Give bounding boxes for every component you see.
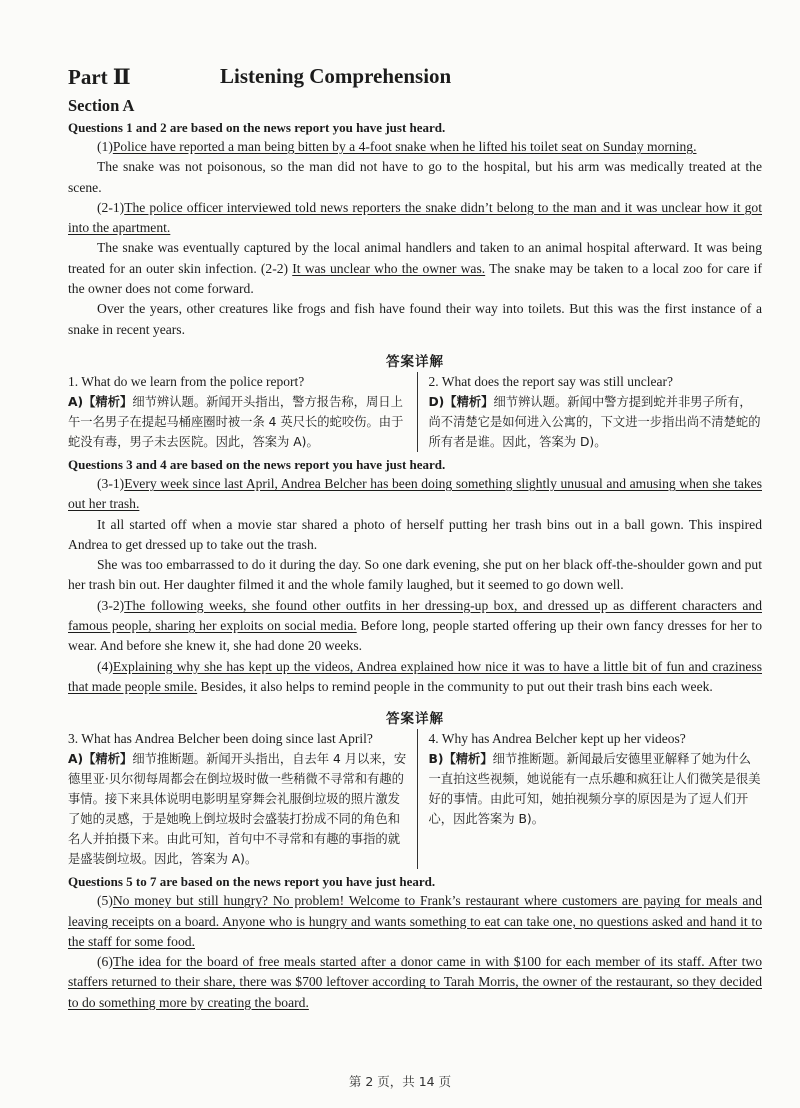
part-label: Part Ⅱ [68, 65, 131, 89]
answer-text: 细节辨认题。新闻中警方提到蛇并非男子所有，尚不清楚它是如何进入公寓的，下文进一步指出尚不清楚蛇的所有者是谁。因此，答案为 D)。 [428, 394, 761, 449]
question-1: 1. What do we learn from the police report? [68, 373, 305, 389]
answer-tag: A)【精析】 [68, 394, 133, 409]
paragraph [68, 474, 762, 515]
text-run: Besides, it also helps to remind people in the community to put out their trash bins each week. [197, 678, 713, 694]
answer-column-right [417, 729, 762, 869]
answer-section-title: 答案详解 [386, 353, 444, 370]
marker: (3-1) [97, 475, 125, 491]
underlined-key-sentence: The following weeks, she found other outfits in her dressing-up box, and dressed up as different characters and famous people, sharing her exploits on social media. [68, 597, 762, 634]
answer-4 [428, 749, 762, 829]
underlined-key-sentence: Police have reported a man being bitten by a 4-foot snake when he lifted his toilet seat on Sunday morning. [112, 139, 697, 154]
paragraph [68, 891, 762, 952]
questions-5-7-heading: Questions 5 to 7 are based on the news report you have just heard. [68, 874, 436, 890]
underlined-key-sentence: It was unclear who the owner was. [292, 260, 486, 276]
text-run: The snake may be taken to a local zoo for care if the owner does not come forward. [68, 260, 762, 297]
paragraph [68, 238, 762, 299]
paragraph [68, 657, 762, 698]
answer-columns [68, 372, 762, 452]
underlined-key-sentence: The police officer interviewed told news reporters the snake didn’t belong to the man and it was unclear how it got into the apartment. [68, 199, 762, 236]
question-2: 2. What does the report say was still unclear? [428, 373, 674, 389]
answer-3 [68, 749, 411, 869]
answer-tag: B)【精析】 [428, 752, 493, 767]
paragraph: It all started off when a movie star shared a photo of herself putting her trash bins out in a ball gown. This inspired Andrea to get dressed up to take out the trash. [68, 516, 762, 552]
text-run: The snake was eventually captured by the local animal handlers and taken to an animal hospital afterward. It was being treated for an outer skin infection. (2-2) [68, 240, 762, 276]
answer-tag: D)【精析】 [428, 394, 494, 409]
text-run: Before long, people started offering up their own fancy dresses for her to wear. And before she knew it, she had done 20 weeks. [68, 618, 762, 654]
part-header [68, 62, 762, 96]
paragraph [68, 137, 762, 157]
answer-column-left [68, 372, 417, 452]
part-title: Listening Comprehension [220, 64, 452, 88]
marker: (5) [97, 893, 113, 909]
questions-1-2-heading: Questions 1 and 2 are based on the news report you have just heard. [68, 120, 446, 135]
answer-column-left [68, 729, 417, 869]
marker: (1) [97, 139, 113, 154]
marker: (2-1) [97, 199, 125, 215]
answer-text: 细节辨认题。新闻开头指出，警方报告称，周日上午一名男子在提起马桶座圈时被一条 4 英尺长的蛇咬伤。由于蛇没有毒，男子未去医院。因此，答案为 A)。 [68, 394, 404, 449]
paragraph: The snake was not poisonous, so the man did not have to go to the hospital, but his arm was medically treated at the scene. [68, 159, 762, 195]
paragraph [68, 596, 762, 657]
question-4: 4. Why has Andrea Belcher kept up her videos? [428, 731, 686, 747]
underlined-key-sentence: Every week since last April, Andrea Belcher has been doing something slightly unusual and amusing when she takes out her trash. [68, 475, 762, 512]
answer-2 [428, 392, 762, 452]
answer-section-title: 答案详解 [386, 711, 444, 728]
underlined-key-sentence: Explaining why she has kept up the videos, Andrea explained how nice it was to have a little bit of fun and craziness that made people smile. [68, 658, 762, 694]
answer-1 [68, 392, 411, 452]
paragraph: She was too embarrassed to do it during the day. So one dark evening, she put on her black off-the-shoulder gown and put her trash bin out. Her daughter filmed it and the whole family laughed, but it seemed to go down well. [68, 557, 762, 593]
questions-3-4-heading: Questions 3 and 4 are based on the news report you have just heard. [68, 456, 446, 472]
paragraph: Over the years, other creatures like frogs and fish have found their way into toilets. But this was the first instance of a snake in recent years. [68, 301, 762, 337]
answer-columns [68, 729, 762, 869]
marker: (3-2) [97, 597, 125, 613]
answer-text: 细节推断题。新闻开头指出，自去年 4 月以来，安德里亚·贝尔彻每周都会在倒垃圾时做一些稍微不寻常和有趣的事情。接下来具体说明电影明星穿舞会礼服倒垃圾的照片激发了她的灵感，于是她晚上倒垃圾时会盛装打扮成不同的角色和名人并拍摄下来。由此可知，首句中不寻常和有趣的事指的就是盛装倒垃圾。因此，答案为 A)。 [68, 752, 407, 867]
paragraph [68, 198, 762, 239]
page-number-footer: 第 2 页，共 14 页 [348, 1074, 452, 1089]
underlined-key-sentence: The idea for the board of free meals started after a donor came in with $100 for each member of its staff. After two staffers returned to their share, there was $700 leftover according to Tarah Morris, the owner of the restaurant, so they decided to do something more by creating the board. [68, 954, 762, 1010]
answer-column-right [417, 372, 762, 452]
answer-tag: A)【精析】 [68, 752, 133, 767]
underlined-key-sentence: No money but still hungry? No problem! Welcome to Frank’s restaurant where customers are paying for meals and leaving receipts on a board. Anyone who is hungry and wants something to eat can take one, no questions asked and hand it to the staff for some food. [68, 893, 762, 949]
paragraph [68, 952, 762, 1013]
marker: (6) [97, 954, 113, 970]
section-title: Section A [68, 96, 135, 115]
page-content [68, 62, 762, 1013]
marker: (4) [97, 658, 113, 674]
question-3: 3. What has Andrea Belcher been doing since last April? [68, 731, 373, 747]
answer-text: 细节推断题。新闻最后安德里亚解释了她为什么一直拍这些视频，她说能有一点乐趣和疯狂让人们微笑是很美好的事情。由此可知，她拍视频分享的原因是为了逗人们开心，因此答案为 B)。 [428, 752, 761, 827]
